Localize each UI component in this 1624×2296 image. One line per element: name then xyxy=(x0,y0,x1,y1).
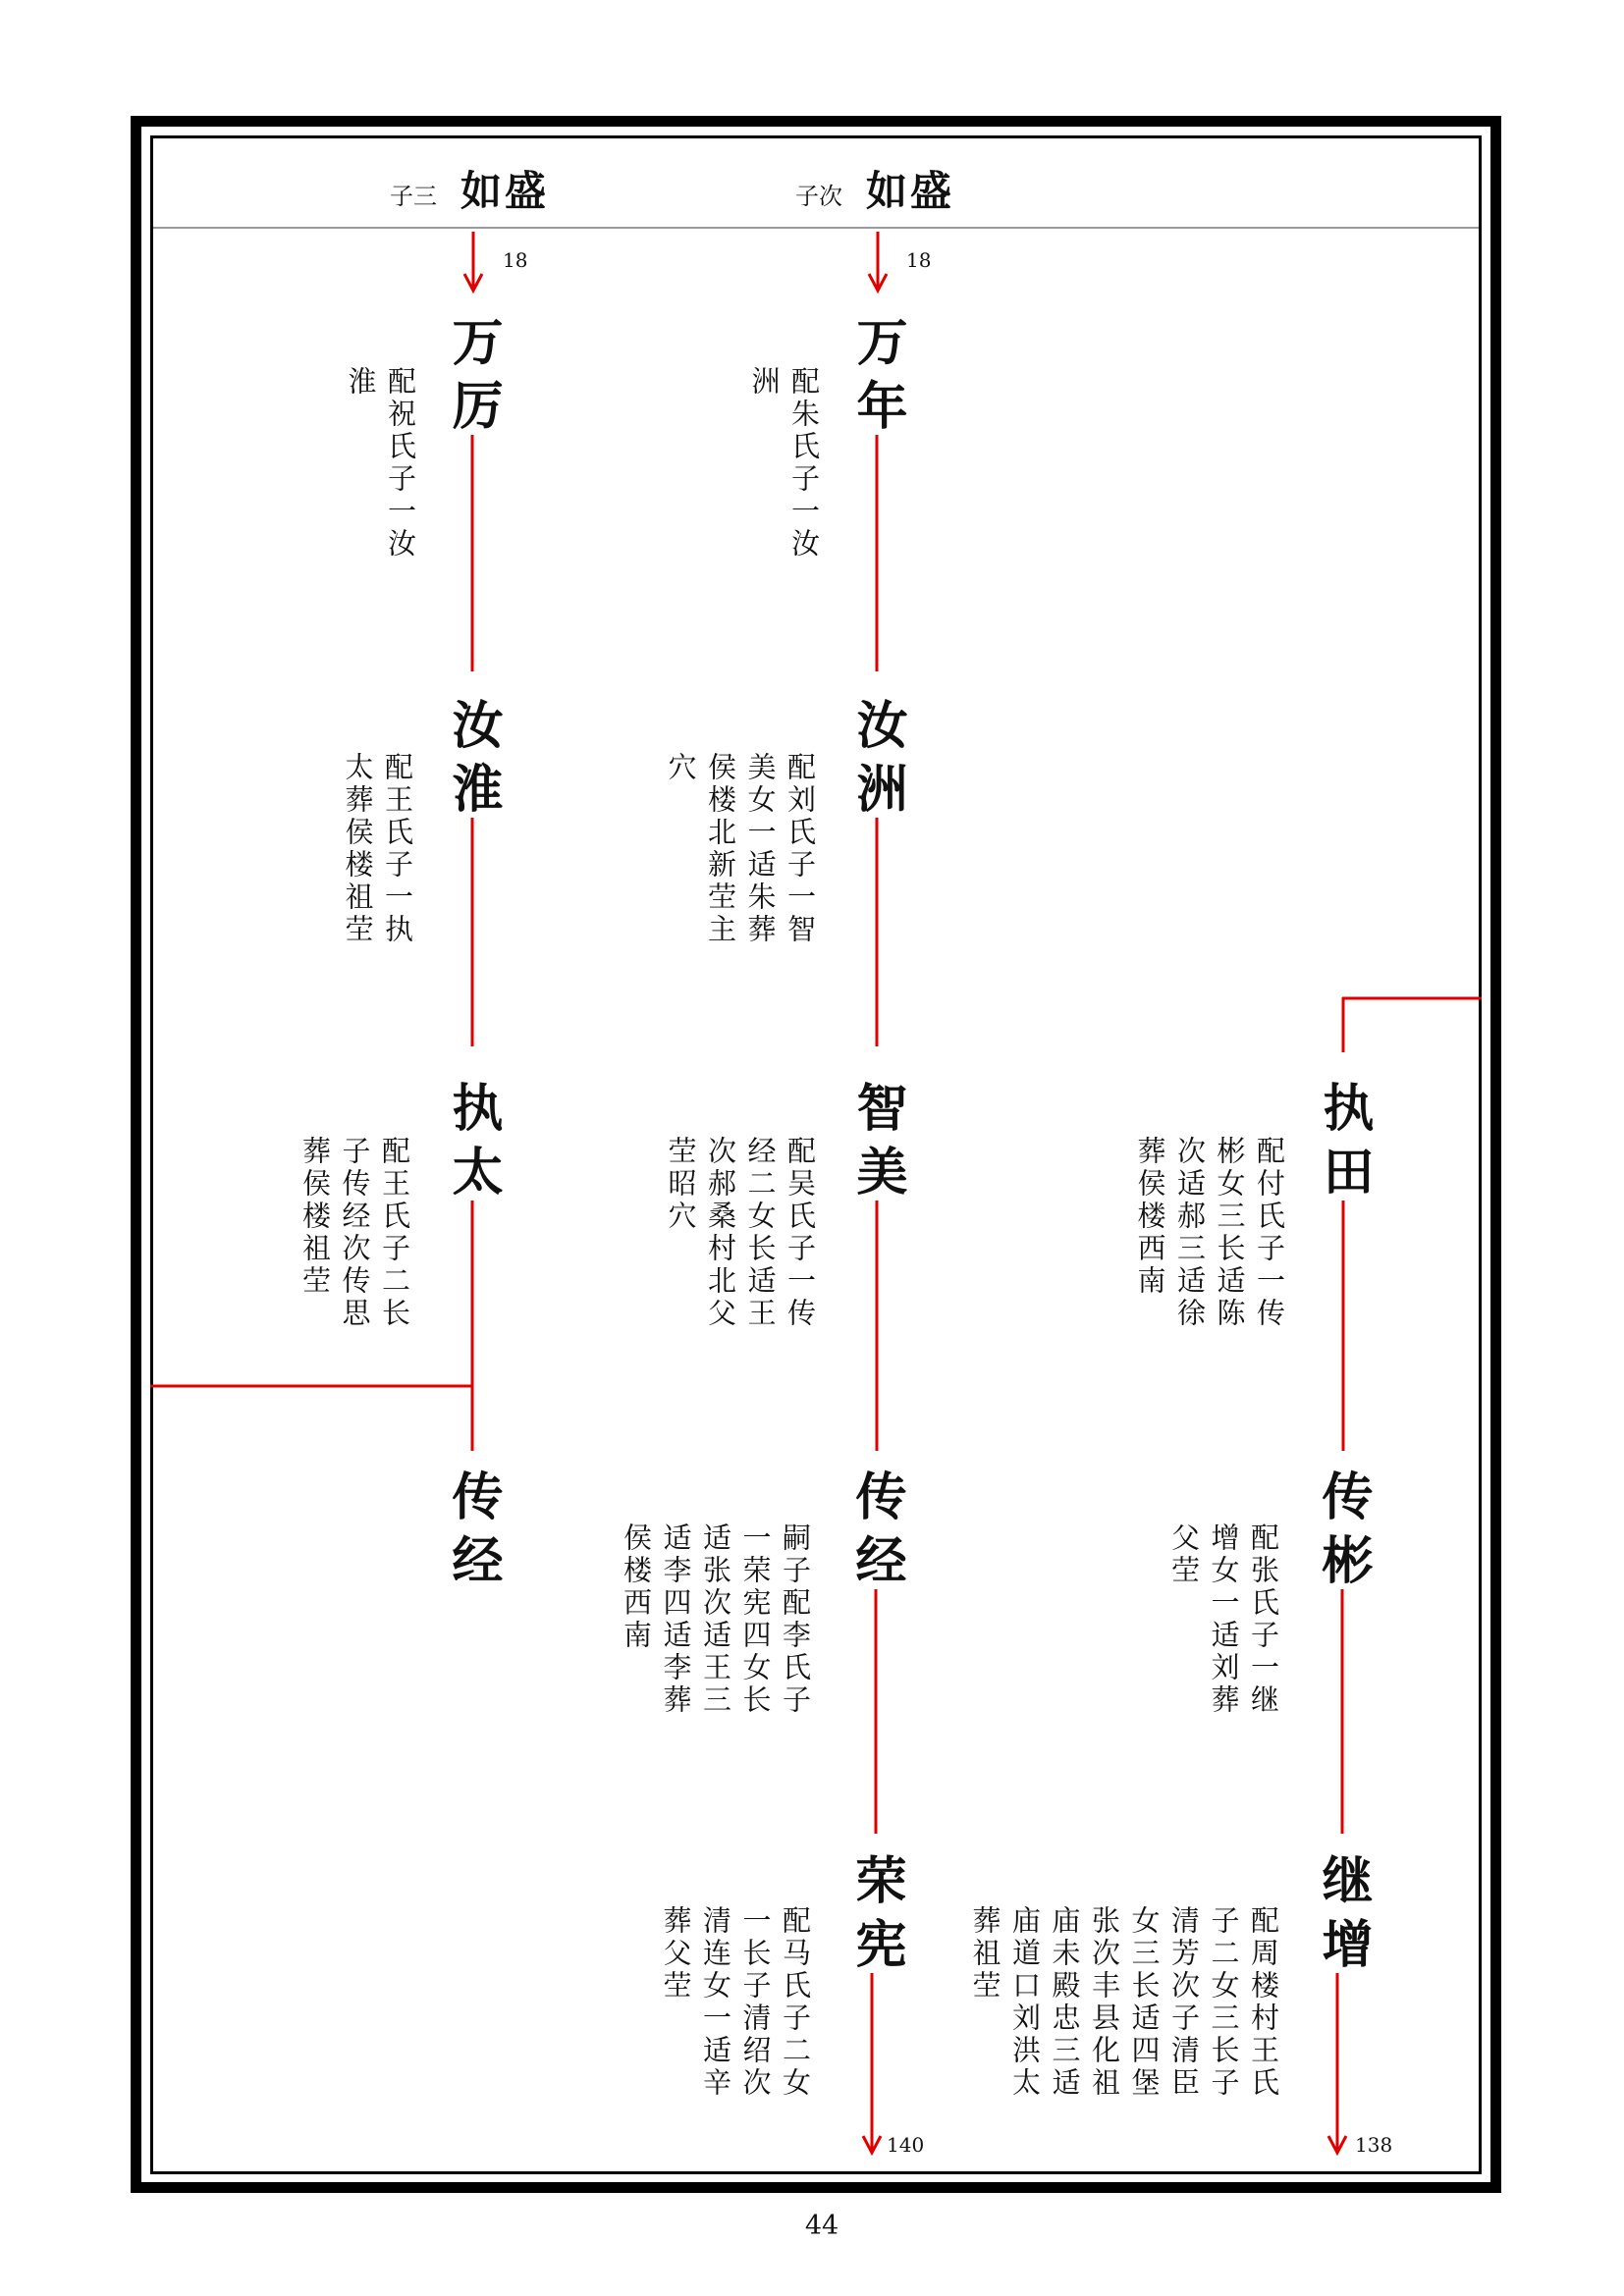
page-number: 44 xyxy=(804,2211,839,2241)
record-line: 嗣子配李氏子 xyxy=(779,1522,812,1717)
header-rank: 子三 xyxy=(390,183,437,210)
record-line: 葬祖茔 xyxy=(968,1905,1002,2002)
person-record xyxy=(965,1905,1283,2100)
record-line: 彬女三长适陈 xyxy=(1213,1136,1247,1330)
to-page-ref: 138 xyxy=(1355,2133,1393,2157)
person-record xyxy=(656,1905,815,2100)
record-line: 配周楼村王氏 xyxy=(1247,1905,1280,2100)
person-name: 汝淮 xyxy=(443,698,503,826)
person-name: 传经 xyxy=(443,1469,503,1597)
record-line: 张次丰县化祖 xyxy=(1088,1905,1121,2100)
person-name: 继增 xyxy=(1313,1853,1373,1981)
person-name: 智美 xyxy=(847,1081,907,1208)
record-line: 葬侯楼西南 xyxy=(1133,1136,1167,1298)
record-line: 配付氏子一传 xyxy=(1253,1136,1286,1330)
record-line: 次郝桑村北父 xyxy=(704,1136,737,1330)
person-name: 传彬 xyxy=(1313,1469,1373,1597)
person-record xyxy=(341,366,420,561)
person-record xyxy=(661,1136,820,1330)
record-line: 配马氏子二女 xyxy=(779,1905,812,2100)
person-name: 执田 xyxy=(1314,1081,1374,1208)
person-record xyxy=(617,1522,816,1717)
person-name: 荣宪 xyxy=(846,1853,906,1981)
to-page-ref: 140 xyxy=(887,2133,925,2157)
record-line: 一荣宪四女长 xyxy=(738,1522,773,1717)
record-line: 女三长适四堡 xyxy=(1127,1905,1162,2100)
record-line: 适张次适王三 xyxy=(699,1522,732,1717)
person-record xyxy=(1130,1136,1289,1330)
record-line: 经二女长适王 xyxy=(743,1136,778,1330)
person-record xyxy=(661,752,820,946)
from-page-ref: 18 xyxy=(503,248,528,272)
person-record xyxy=(296,1136,415,1330)
record-line: 清连女一适辛 xyxy=(699,1905,732,2100)
record-line: 配刘氏子一智 xyxy=(784,752,817,946)
record-line: 次适郝三适徐 xyxy=(1173,1136,1207,1330)
record-line: 子传经次传思 xyxy=(338,1136,372,1330)
header-rank: 子次 xyxy=(795,183,842,210)
record-line: 葬父茔 xyxy=(659,1905,693,2002)
record-line: 一长子清绍次 xyxy=(738,1905,773,2100)
record-line: 庙道口刘洪太 xyxy=(1008,1905,1042,2100)
record-line: 配王氏子一执 xyxy=(381,752,414,946)
record-line: 适李四适李葬 xyxy=(659,1522,693,1717)
person-name: 汝洲 xyxy=(847,698,907,826)
record-line: 葬侯楼祖茔 xyxy=(298,1136,332,1298)
record-line: 增女一适刘葬 xyxy=(1207,1522,1241,1717)
from-page-ref: 18 xyxy=(906,248,932,272)
record-line: 配吴氏子一传 xyxy=(784,1136,817,1330)
record-line: 茔昭穴 xyxy=(664,1136,698,1233)
person-name: 执太 xyxy=(443,1081,503,1208)
person-name: 万厉 xyxy=(443,315,503,443)
person-record xyxy=(338,752,417,946)
record-line: 父茔 xyxy=(1167,1522,1201,1587)
record-line: 庙未殿忠三适 xyxy=(1048,1905,1082,2100)
record-line: 配朱氏子一汝 xyxy=(787,366,821,561)
record-line: 侯楼北新茔主 xyxy=(704,752,737,946)
record-line: 淮 xyxy=(344,366,378,399)
record-line: 配张氏子一继 xyxy=(1247,1522,1280,1717)
record-line: 子二女三长子 xyxy=(1207,1905,1241,2100)
header-ancestor-name: 如盛 xyxy=(460,167,550,215)
person-name: 传经 xyxy=(846,1469,906,1597)
record-line: 穴 xyxy=(664,752,698,784)
header-ancestor-name: 如盛 xyxy=(866,167,955,215)
record-line: 侯楼西南 xyxy=(620,1522,653,1652)
record-line: 配王氏子二长 xyxy=(378,1136,411,1330)
record-line: 太葬侯楼祖茔 xyxy=(341,752,375,946)
record-line: 洲 xyxy=(747,366,782,399)
record-line: 美女一适朱葬 xyxy=(743,752,778,946)
record-line: 清芳次子清臣 xyxy=(1167,1905,1201,2100)
person-name: 万年 xyxy=(847,315,907,443)
person-record xyxy=(744,366,824,561)
person-record xyxy=(1164,1522,1284,1717)
record-line: 配祝氏子一汝 xyxy=(384,366,417,561)
